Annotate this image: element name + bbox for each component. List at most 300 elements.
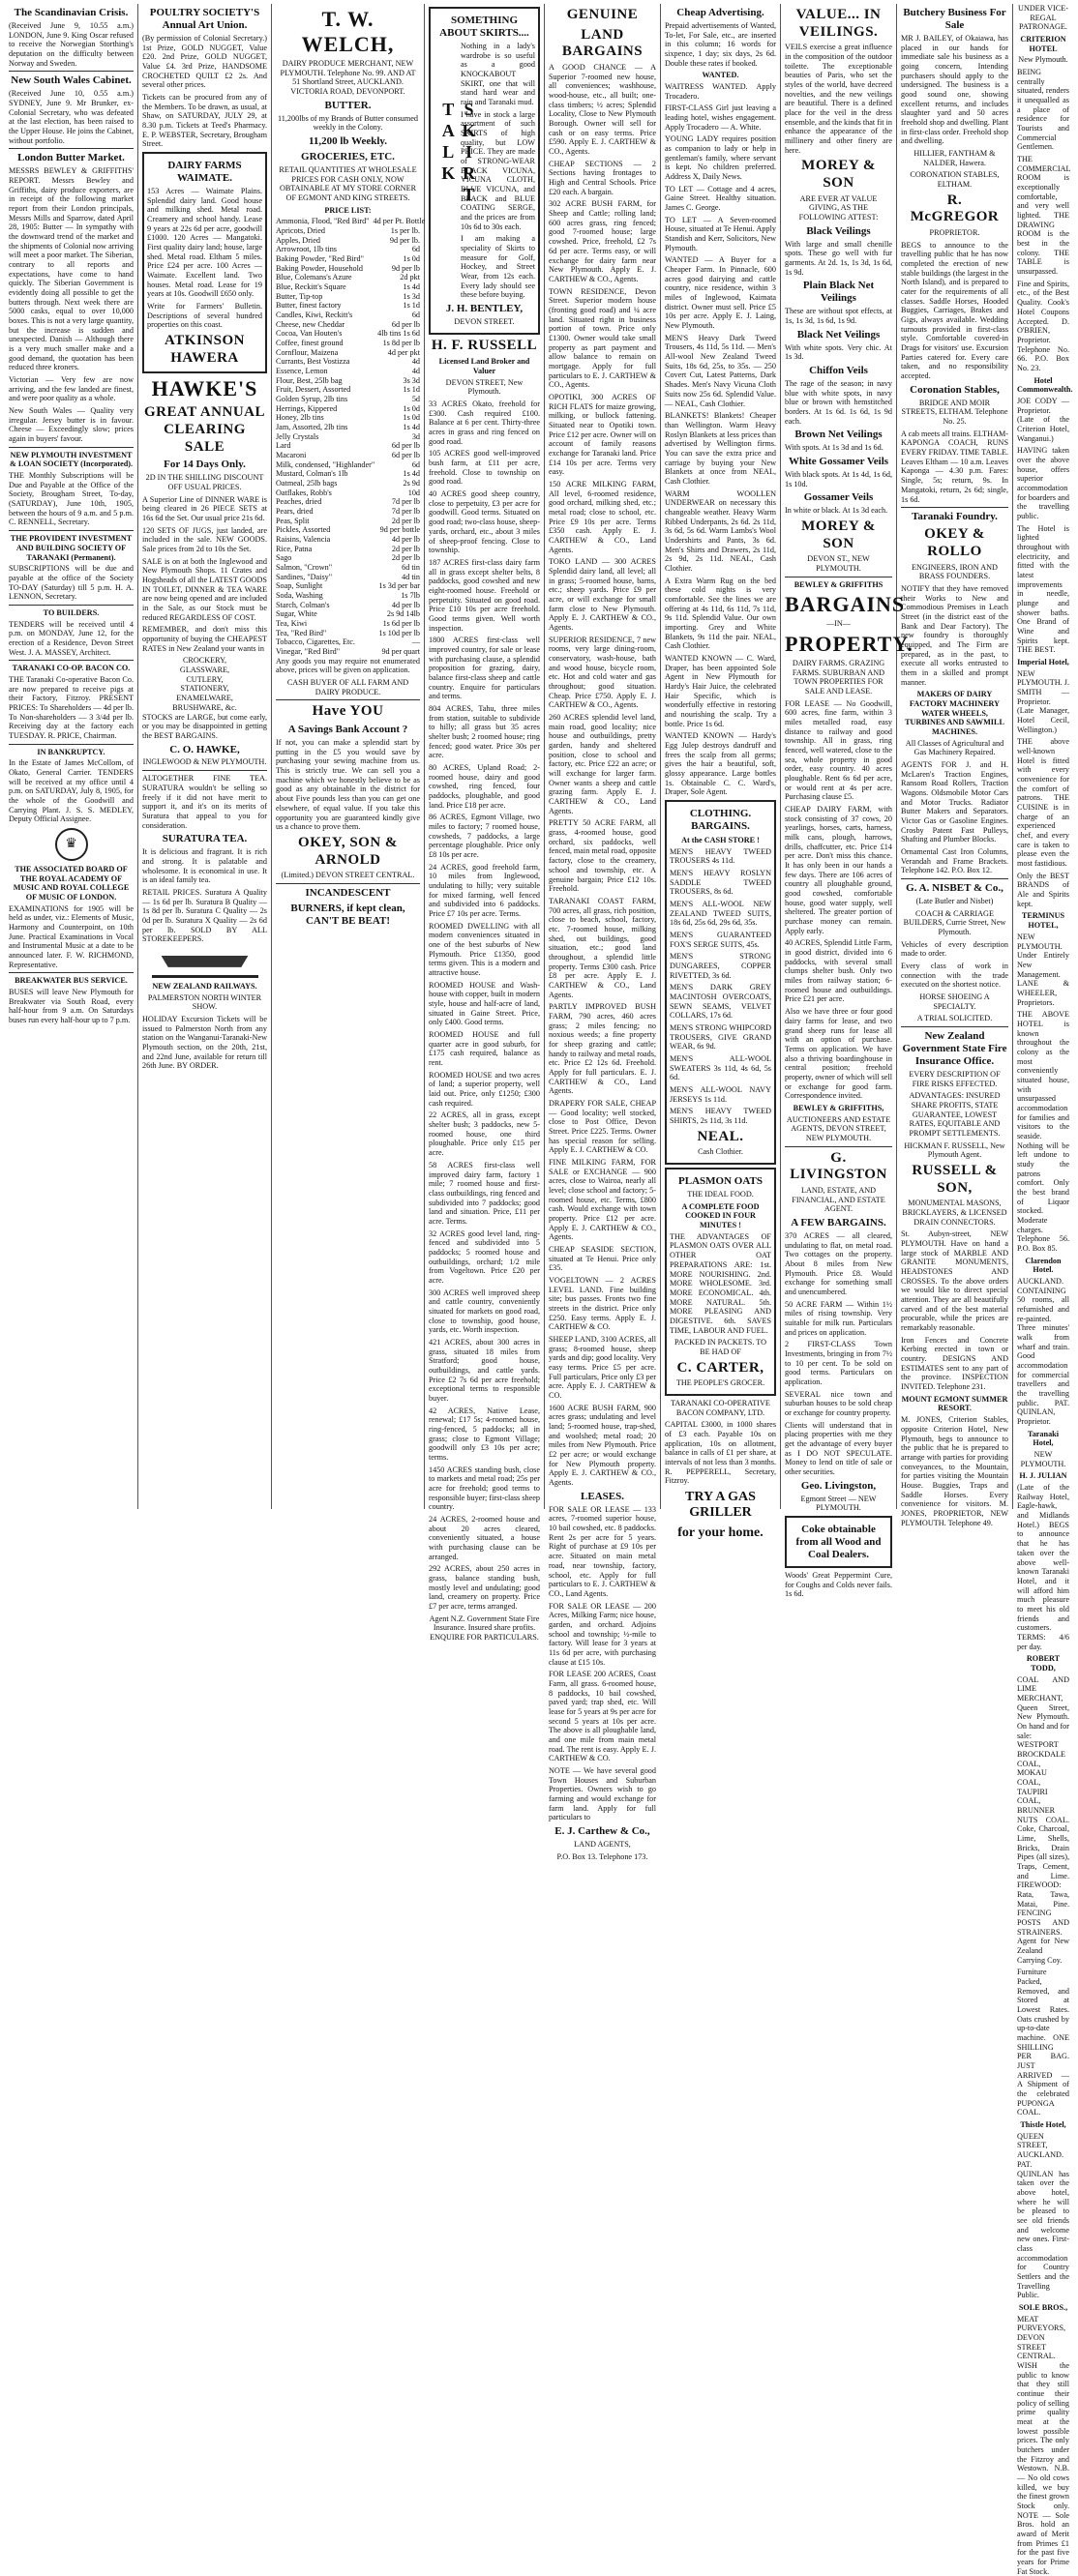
coronation-stables-head: CORONATION STABLES, ELTHAM. <box>910 170 1000 190</box>
listing: SHEEP LAND, 3100 ACRES, all grass; 8-roomed house, sheep yards and dip; good locality. Very easy terms. Price £5 per acre. Full particulars, Price only £3 per acre. Apply E. J. CARTHEW & CO. <box>549 1335 656 1401</box>
classified: BLANKETS! Blankets! Cheaper than Wellington. Warm Heavy Roslyn Blankets at less prices than advertised by Wellington firms. You can save the extra price and carriage by buying your New Blankets at once from NEAL, Cash Clothier. <box>665 411 776 486</box>
headline-todd: ROBERT TODD, <box>1026 1654 1061 1673</box>
tea-intro: ALTOGETHER FINE TEA. SURATURA wouldn't be selling so freely if it did not have merit to support it, and it's on its merits of Suratura that appeal to you for consideration. <box>142 774 267 830</box>
headline-neal: NEAL. <box>697 1128 744 1144</box>
price-row <box>276 264 420 274</box>
commonwealth-p1: JOE CODY — Proprietor. (Late of the Criterion Hotel, Wanganui.) <box>1017 396 1069 443</box>
list-item: BRUSHWARE, &c. <box>172 702 237 712</box>
bargains-in: —IN— <box>825 619 851 629</box>
headline-machinery: MAKERS OF DAIRY FACTORY MACHINERY WATER WHEELS, TURBINES AND SAWMILL MACHINES. <box>905 690 1004 736</box>
price-item: Tea, Kiwi <box>276 619 308 629</box>
clothing-item: MEN'S HEAVY ROSLYN SADDLE TWEED TROUSERS, 8s 6d. <box>670 869 771 897</box>
russell-address: DEVON STREET, New Plymouth. <box>445 377 524 397</box>
classified: FIRST-CLASS Girl just leaving a leading hotel, wishes engagement. Apply Trocadero — A. White. <box>665 104 776 132</box>
neal-tagline: Cash Clothier. <box>698 1147 743 1157</box>
plasmon-oats-ad <box>665 1168 776 1396</box>
price-item: Ammonia, Flood, "Red Bird" <box>276 217 370 226</box>
notice-royal-academy: EXAMINATIONS for 1905 will be held as under, viz.: Elements of Music, Harmony and Counterpoint, on 10th June. Practical Examinations in Vocal and Instrumental Music at a date to be announced later. F. W. RICHMOND, Representative. <box>9 903 134 969</box>
cash-buyer: CASH BUYER OF ALL FARM AND DAIRY PRODUCE. <box>286 678 409 696</box>
price-item: Candles, Kiwi, Reckitt's <box>276 310 353 319</box>
criterion-p1: BEING centrally situated, renders it unequalled as a place of residence for Tourists and Commercial Gentlemen. <box>1017 68 1069 152</box>
nisbet-late: (Late Butler and Nisbet) <box>915 896 994 905</box>
column-8 <box>897 4 1013 1527</box>
price-item: Peas, Split <box>276 516 310 525</box>
price-value: 1s 4d <box>403 422 420 431</box>
nisbet-horse-shoeing: HORSE SHOEING A SPECIALTY. <box>919 992 990 1011</box>
headline-dairy-farms: DAIRY FARMS WAIMATE. <box>167 160 242 184</box>
criterion-p3: Fine and Spirits, etc., of the Best Quality. Cook's Hotel Coupons Accepted. D. O'BRIEN, Proprietor. Telephone No. 66. P.O. Box No. 23. <box>1017 279 1069 372</box>
headline-royal-academy: THE ASSOCIATED BOARD OF THE ROYAL ACADEMY OF MUSIC AND ROYAL COLLEGE OF MUSIC OF LONDON. <box>13 864 130 902</box>
clothing-item: MEN'S ALL-WOOL SWEATERS 3s 11d, 4s 6d, 5s 6d. <box>670 1054 771 1082</box>
article-scandinavian: (Received June 9, 10.55 a.m.) LONDON, June 9. King Oscar refused to receive the Norwegian Storthing's deputation on the difficulty between Norway and Sweden. <box>9 20 134 68</box>
divider <box>9 605 134 606</box>
listing: 33 ACRES Okato, freehold for £300. Cash required £100. Balance at 6 per cent. Thirty-three acres in grass and ring fenced on good road. <box>429 400 540 446</box>
price-value: 3d <box>411 431 420 441</box>
morey-value: ARE EVER AT VALUE GIVING, AS THE FOLLOWING ATTEST: <box>798 193 879 222</box>
carthew-contact: P.O. Box 13. Telephone 173. <box>556 1851 648 1861</box>
headline-butchery: Butchery Business For Sale <box>903 7 1006 31</box>
price-item: Jelly Crystals <box>276 431 319 441</box>
headline-morey-son-2: MOREY & SON <box>801 518 876 551</box>
price-value: 6d tin <box>402 563 420 573</box>
price-row <box>276 535 420 545</box>
hawke-location: INGLEWOOD & NEW PLYMOUTH. <box>142 757 267 767</box>
price-row <box>276 573 420 582</box>
classified: WANTED — A Buyer for a Cheaper Farm. In Pinnacle, 600 acres good dairying and cattle country, nice residence, within 3 miles of Inglewood, Kaimata district. Owner must sell. Price £5 10s per acre. Apply E. J. Laing, New Plymouth. <box>665 255 776 331</box>
headline-cash-store: At the CASH STORE ! <box>681 835 760 844</box>
notice-art-union-tickets: Tickets can be procured from any of the Members. To be drawn, as usual, at Shaw, on SATURDAY, JULY 29, at 8.30 p.m. Tickets at Teed's Pharmacy. E. P. WEBSTER, Secretary, Brougham Street. <box>142 92 267 149</box>
price-item: Butter, finest factory <box>276 301 342 311</box>
price-row <box>276 385 420 395</box>
headline-bacon-co: TARANAKI CO-OP. BACON CO. <box>12 664 131 673</box>
listing: CHEAP SEASIDE SECTION, situated at Te Henui. Price only £35. <box>549 1245 656 1273</box>
dairy-farms-ad <box>142 152 267 373</box>
butchery-agents: HILLIER, FANTHAM & NALDER, Hawera. <box>913 149 996 167</box>
price-item: Sugar, White <box>276 609 317 619</box>
headline-clearing-sale: GREAT ANNUAL CLEARING SALE <box>143 404 266 455</box>
headline-hf-russell: H. F. RUSSELL <box>431 337 538 353</box>
headline-provident-society: THE PROVIDENT INVESTMENT AND BUILDING SOCIETY OF TARANAKI (Permanent). <box>10 534 133 562</box>
price-value: 1s 1d <box>403 301 420 311</box>
bacon-company-head: TARANAKI CO-OPERATIVE BACON COMPANY, LTD. <box>671 1398 770 1417</box>
article-butter-market: MESSRS BEWLEY & GRIFFITHS' REPORT. Messrs Bewley and Griffiths, dairy produce exporters, are in receipt of the following market report from their London principals, Messrs Mills and Sparrow, dated April 28, 1905: Butter — In sympathy with the downward trend of the market and the shipments of Colonial now arriving will meet a poor market. The Siberian, contrary to all reports and expectations, have come to hand quickly. The Siberian Government is evidently doing all possible to get the butters through. Next week there are 5000 casks, equal to over 10,000 boxes. This is not a very large quantity, but the increase is sudden and unexpected. Danish — Although there is a very much smaller make and a good demand, the quotation has been reduced three kroners. <box>9 166 134 372</box>
headline-few-bargains: A FEW BARGAINS. <box>791 1216 886 1229</box>
listing: TOWN RESIDENCE, Devon Street. Superior modern house (fronting good road) and ¼ acre land. Situated right in business portion of town. Price only £1300. Owner would take small property as part payment and allow balance to remain on mortgage. Apply for full particulars to E. J. CARTHEW & CO., Agents. <box>549 286 656 390</box>
headline-wanted: WANTED. <box>702 71 739 80</box>
price-item: Cornflour, Maizena <box>276 347 339 357</box>
classified: WANTED KNOWN — Hardy's Egg Julep destroys dandruff and frees the scalp from all germs; gives the hair a beautiful, soft, glossy appearance. Large bottles 1s. Obtainable C. C. Ward's, Draper, Sole Agent. <box>665 731 776 797</box>
notice-builders: TENDERS will be received until 4 p.m. on MONDAY, June 12, for the erection of a Residence, Devon Street West. J. A. MASSEY, Architect. <box>9 619 134 657</box>
price-row <box>276 301 420 311</box>
listing: 1800 ACRES first-class well improved country, for sale or lease with purchasing clause, a splendid proposition for grazing, dairy, balance first-class sheep and cattle country. Enquire for particulars and terms. <box>429 636 540 701</box>
divider <box>901 878 1008 879</box>
price-row <box>276 629 420 638</box>
listing: VOGELTOWN — 2 ACRES LEVEL LAND. Fine building site; bus passes. Fronts two fine streets in the district. Price only £250. Easy terms. Apply E. J. CARTHEW & CO. <box>549 1276 656 1332</box>
headline-property: PROPERTY. <box>785 632 913 657</box>
listing: 804 ACRES, Tahu, three miles from station, suitable to subdivide to hilly; all grass but 35 acres shelter bush; 2 roomed house; ring fenced; good water. Price 30s per acre. <box>429 703 540 760</box>
butchery-text: MR J. BAILEY, of Okaiawa, has placed in our hands for immediate sale his business as a going concern, Intending purchasers should apply to the undersigned. The business is a good sound one, showing excellent returns, and includes slaughter yard and 50 acres freehold shop and dwelling. Plant in first-class order. Freehold shop and dwelling. <box>901 33 1008 146</box>
veil-list <box>785 225 892 516</box>
price-value: 10d <box>407 488 420 497</box>
price-item: Flour, Best, 25lb bag <box>276 375 343 385</box>
classified: YOUNG LADY requires position as companion to lady or help in gentleman's family, where servant is kept. No children preferred. Address X, Daily News. <box>665 134 776 182</box>
listing: SEVERAL nice town and suburban houses to be sold cheap or exchange for country property. <box>785 1389 892 1418</box>
price-item: Herrings, Kippered <box>276 403 338 413</box>
sale-jugs: 120 SETS OF JUGS, just landed, are included in the sale. NEW GOODS. Sale prices from 2d to 10s the Set. <box>142 525 267 554</box>
listing: 42 ACRES, Native Lease, renewal; £17 5s; 4-roomed house, ring-fenced, 5 paddocks; all in grass; close to Egmont Village; goodwill only £3 10s per acre; terms. <box>429 1406 540 1462</box>
notice-investment-society: THE Monthly Subscriptions will be Due and Payable at the Office of the Society, Brougham Street, To-day, (SATURDAY), June 10th, 1905, between the hours of 9 a.m. and 5 p.m. C. RENNELL, Secretary. <box>9 471 134 527</box>
clothing-item: MEN'S HEAVY TWEED TROUSERS 4s 11d. <box>670 846 771 866</box>
notice-bacon-co: THE Taranaki Co-operative Bacon Co. are now prepared to receive pigs at their Factory, Fitzroy. PRESENT PRICES: To Shareholders — 4d per lb. To Non-shareholders — 3 3/4d per lb. Receiving day at the factory each TUESDAY. R. PRICE, Chairman. <box>9 674 134 740</box>
price-item: Soda, Washing <box>276 591 323 601</box>
price-value: 4d per lb <box>391 535 420 545</box>
price-item: Jam, Assorted, 2lb tins <box>276 422 348 431</box>
price-row <box>276 553 420 563</box>
butter-consumption: 11,200lbs of my Brands of Butter consumed weekly in the Colony. <box>277 113 418 133</box>
clarendon-p1: AUCKLAND. CONTAINING 50 rooms, all refurnished and re-painted. Three minutes' walk from wharf and train. Good accommodation for commercial travellers and the travelling public. PAT. QUINLAN, Proprietor. <box>1017 1277 1069 1427</box>
price-value: 2d per lb <box>391 516 420 525</box>
foundry-agents: AGENTS FOR J. and H. McLaren's Traction Engines, Ransom Road Rollers, Traction Wagons. Oldsmobile Motor Cars and Motor Trucks. Radiator Butter Makers and Separators. Victor Gas or Gasoline Engines. Crosby Patent Fast Pulleys, Shafting and Plumber Blocks. <box>901 759 1008 844</box>
listing: ROOMED HOUSE and two acres of land; a superior property, well laid out. Price, only £1250; £300 cash required. <box>429 1070 540 1108</box>
listing: FOR SALE OR LEASE — 133 acres, 7-roomed superior house, 10 bail cowshed, etc. 8 paddocks. Rent 2s per acre for 5 years. Right of purchase at £9 10s per acre. Situated on main metal road, near township, factory, school, etc. Apply for full particulars to E. J. CARTHEW & CO., Land Agents. <box>549 1504 656 1598</box>
headline-complete-food: A COMPLETE FOOD COOKED IN FOUR MINUTES ! <box>681 1201 760 1230</box>
nisbet-vehicles: Vehicles of every description made to order. <box>901 939 1008 959</box>
sale-shops: SALE is on at both the Inglewood and New Plymouth Shops. 11 Crates and Hogsheads of all the LATEST GOODS IN TOILET, DINNER & TEA WARE are now being opened and are included in the Sale, as our Stock must be reduced REGARDLESS OF COST. <box>142 556 267 622</box>
veil-description: The rage of the season; in navy blue with white spots, in navy blue or brown with hemstitched borders. At 1s 6d. 1s 6d, 1s 9d each. <box>785 379 892 426</box>
price-row <box>276 601 420 610</box>
stables-text: BEGS to announce to the travelling public that he has now completed the erection of new stable buildings (the largest in the North Island), and is prepared to cater for the requirements of all classes. Saddle Horses, Hooded Buggies, Carriages, Brakes and Gigs, always available. Wedding turnouts provided in first-class style. Comfortable covered-in Drags for visitors' use. Excursion Parties catered for. Every care taken, and no responsibility accepted. <box>901 240 1008 381</box>
price-value: 1s 4d <box>403 281 420 291</box>
price-value: 2s 9d <box>403 479 420 489</box>
headline-price-list: PRICE LIST: <box>324 205 372 215</box>
divider <box>9 660 134 661</box>
listing: 86 ACRES, Egmont Village, two miles to factory; 7 roomed house, cowsheds, 7 paddocks, a large percentage ploughable. Price only £8 10s per acre. <box>429 813 540 859</box>
groceries-intro: RETAIL QUANTITIES AT WHOLESALE PRICES FOR CASH ONLY, NOW OBTAINABLE AT MY STORE CORNER OF EGMONT AND KING STREETS. <box>279 164 417 202</box>
bentley-address: DEVON STREET. <box>454 317 515 327</box>
veil-heading: Black Veilings <box>806 224 871 237</box>
sale-remember: REMEMBER, and don't miss this opportunity of buying the CHEAPEST RATES in New Zealand your wants in <box>142 625 267 653</box>
price-value: 4d per Pt. Bottle <box>373 217 426 226</box>
list-item: CROCKERY, <box>182 656 227 666</box>
column-9 <box>1013 4 1073 2576</box>
skirt-p1: Nothing in a lady's wardrobe is so useful as a good KNOCKABOUT SKIRT, one that will stand hard wear and rain and Taranaki mud. <box>461 41 535 106</box>
headline-bentley: J. H. BENTLEY, <box>445 303 524 315</box>
veil-heading: Plain Black Net Veilings <box>802 280 875 305</box>
price-value: 6d <box>411 459 420 469</box>
column-4 <box>425 4 545 1643</box>
foundry-notice: NOTIFY that they have removed their Works to New and Commodious Premises in Leach Street (in the district east of the Bank and Dear Factory). The new foundry is thoroughly equipped, and The Firm are prepared, as in the past, to execute all works entrusted to them in a skilled and prompt manner. <box>901 583 1008 687</box>
price-row <box>276 507 420 517</box>
price-item: Sardines, "Daisy" <box>276 572 333 581</box>
price-row <box>276 517 420 526</box>
veil-description: In white or black. At 1s 3d each. <box>785 506 888 516</box>
bewley-address: AUCTIONEERS AND ESTATE AGENTS, DEVON STREET, NEW PLYMOUTH. <box>786 1114 891 1142</box>
listing: TARANAKI COAST FARM, 700 acres, all grass, rich position, close to beach, school, factory, etc. 7-roomed house, milking shed, out buildings, good situation, etc.; good land throughout, a splendid little property. Terms £300 cash. Price £8 per acre. Apply E. J. CARTHEW & CO., Land Agents. <box>549 896 656 999</box>
price-item: Oatflakes, Robb's <box>276 488 332 497</box>
price-row <box>276 563 420 573</box>
price-item: Raisins, Valencia <box>276 535 331 545</box>
sale-dinner-ware: A Superior Line of DINNER WARE is being cleared in 26 PIECE SETS at 16s 6d the Set. Our usual price 21s 6d. <box>142 494 267 523</box>
price-value: 1s 0d <box>403 413 420 423</box>
carter-tagline: THE PEOPLE'S GROCER. <box>675 1378 765 1388</box>
price-item: Starch, Colman's <box>276 600 330 609</box>
list-item: STATIONERY, <box>180 684 229 694</box>
price-item: Cheese, new Cheddar <box>276 319 345 329</box>
headline-okey-son-arnold: OKEY, SON & ARNOLD <box>298 834 398 868</box>
column-5 <box>545 4 661 1861</box>
price-value: 3s 3d <box>403 375 420 385</box>
skirt-p3: I am making a speciality of Skirts to measure for Golf, Hockey, and Street Wear, from 12s each. Every lady should see these before buying. <box>461 234 535 300</box>
price-value: 1s 10d per lb <box>378 628 420 637</box>
headline-bargains: BARGAINS <box>785 592 906 617</box>
headline-butter: BUTTER. <box>324 99 372 111</box>
price-row <box>276 329 420 339</box>
royal-crest-icon: ♛ <box>55 828 88 861</box>
price-list <box>276 217 426 657</box>
headline-cheap-advertising: Cheap Advertising. <box>676 7 764 18</box>
price-item: Coffee, finest ground <box>276 338 344 347</box>
price-value: 5d <box>411 394 420 403</box>
nisbet-work: Every class of work in connection with the trade executed on the shortest notice. <box>901 962 1008 990</box>
headline-plasmon: PLASMON OATS <box>678 1175 763 1188</box>
headline-sole-bros: SOLE BROS., <box>1018 2302 1068 2312</box>
listing: 260 ACRES splendid level land, main road, good locality; nice house and outbuildings, pretty garden, handy and sheltered position, close to school and factory, etc. Price £22 an acre; or will exchange for larger farm. Owner wants a sheep and cattle grazing farm. Apply E. J. CARTHEW & CO., Land Agents. <box>549 713 656 815</box>
price-row <box>276 367 420 376</box>
listing: A GOOD CHANCE — A Superior 7-roomed new house, all conveniences; washhouse, wood-house, etc., all built; one-class timbers; ½ acres; Splendid Locality, Close to New Plymouth Borough. Owner will sell for cash or on easy terms. Price £590. Apply E. J. CARTHEW & CO., Agents. <box>549 63 656 157</box>
column-1 <box>5 4 138 1509</box>
listing: OPOTIKI, 300 ACRES OF RICH FLATS for maize growing, milking, or bullock fattening. Situated near to Opotiki town. Price £12 per acre. Owner will on account of family reasons exchange for Taranaki land. Price £14 10s per acre. Terms very easy. <box>549 392 656 477</box>
listing: PARTLY IMPROVED BUSH FARM, 790 acres, 460 acres grass; 2 miles fencing; no noxious weeds; a fine property for sheep grazing and cattle; handy to railway and metal roads, etc. Price £2 12s 6d. Freehold. Apply for full particulars. E. J. CARTHEW & CO., Land Agents. <box>549 1002 656 1096</box>
foundry-contact: Ornamental Cast Iron Columns, Verandah and Frame Brackets. Telephone 142. P.O. Box 12. <box>901 847 1008 875</box>
listing: Also we have three or four good dairy farms for lease, and two grand sheep runs for lease all with an option of purchase. Terms on application. We have also a thriving boardinghouse in central position; freehold property, owner of which will sell or exchange for good farm. Correspondence invited. <box>785 1007 892 1101</box>
headline-thistle: Thistle Hotel, <box>1020 2120 1066 2130</box>
listing: ROOMED HOUSE and full quarter acre in good suburb, for £175 cash required, balance as rent. <box>429 1030 540 1068</box>
machinery-repaired: All Classes of Agricultural and Gas Machinery Repaired. <box>905 738 1004 757</box>
divider <box>9 148 134 149</box>
headline-railways: NEW ZEALAND RAILWAYS. <box>152 981 257 991</box>
price-row <box>276 545 420 554</box>
listing: FOR LEASE — No Goodwill, 600 acres, fine farm, within 3 miles metalled road, easy distance to railway and good township. All in grass, ring fenced, well watered, close to the sea, whole property in good order, easy country. 40 acres ploughable. Rent 6s 6d per acre, or would rent at 4s per acre. Purchasing clause £5. <box>785 698 892 802</box>
price-item: Honey, 2lb tins <box>276 413 324 423</box>
divider <box>901 507 1008 508</box>
price-value: 4d <box>411 366 420 375</box>
headline-russell-son: RUSSELL & SON, <box>912 1163 998 1196</box>
veil-description: These are without spot effects, at 1s, 1s 3d, 1s 6d, 1s 9d. <box>785 307 892 326</box>
price-item: Rice, Patna <box>276 544 313 553</box>
headline-morey-son: MOREY & SON <box>801 158 876 192</box>
headline-imperial: Imperial Hotel, <box>1017 658 1069 667</box>
price-value: — <box>411 637 420 647</box>
price-value: 6d <box>411 245 420 254</box>
column-3 <box>272 4 425 1509</box>
sole-bros-p1: MEAT PURVEYORS, DEVON STREET CENTRAL. WISH the public to know that they still continue their policy of selling prime quality meat at the lowest possible prices. The only butchers under the Fitzroy and Westown. N.B. — No old cows killed, we buy the finest grown Stock only. NOTE — Sole Bros. hold an award of Merit from Primes £1 for the past five years for Prime Fat Stock. <box>1017 2314 1069 2576</box>
carthew-agents: LAND AGENTS, <box>574 1839 631 1849</box>
classified: TO LET — A Seven-roomed House, situated at Te Henui. Apply Standish and Kerr, Solicitors, New Plymouth. <box>665 215 776 252</box>
imperial-p1: NEW PLYMOUTH. J. SMITH — Proprietor. (Late Manager, Hotel Cecil, Wellington.) <box>1017 668 1069 734</box>
listing: 187 ACRES first-class dairy farm all in grass except shelter belts, 8 paddocks, good cowshed and new eight-roomed house. Freehold or perpetuity. Situated on good road. Price £10 10s per acre freehold. Good terms given. Well worth inspection. <box>429 557 540 633</box>
sewing-machine-ad: If not, you can make a splendid start by putting in the £5 you would save by purchasing your sewing machine from us. This is strictly true. We can sell you a machine which we honestly believe to be as good as any obtainable in the district for about Five pounds less than you can get one elsewhere, of equal value. If you take this opportunity you are guaranteed kindly give us a chance to prove them. <box>276 738 420 832</box>
headline-veilings: VALUE... IN VEILINGS. <box>795 7 882 40</box>
livingston-address: Egmont Street — NEW PLYMOUTH. <box>800 1494 877 1513</box>
price-row <box>276 432 420 442</box>
price-value: 9d per lb. <box>389 235 420 245</box>
headline-land-bargains: LAND BARGAINS <box>561 26 644 60</box>
veil-description: With spots. At 1s 3d and 1s 6d. <box>785 443 883 453</box>
criterion-p2: THE COMMERCIAL ROOM is exceptionally comfortable, and very well lighted. THE DRAWING ROOM is the best in the colony. THE TABLE is unsurpassed. <box>1017 155 1071 277</box>
divider <box>276 883 420 884</box>
classified: TO LET — Cottage and 4 acres, Gaine Street. Healthy situation. James C. George. <box>665 184 776 213</box>
nisbet-trial: A TRIAL SOLICITED. <box>916 1014 993 1023</box>
julian-p1: (Late of the Railway Hotel, Eagle-hawk, and Midlands Hotel.) BEGS to announce that he has taken over the above well-known Taranaki Hotel, and it will afford him much pleasure to meet his old friends and customers. TERMS: 4/6 per day. <box>1017 1483 1069 1651</box>
coke-ad <box>785 1516 892 1568</box>
price-value: 4d per pkt <box>387 347 420 357</box>
price-value: 2d pkt <box>400 273 420 282</box>
plasmon-advantages: THE ADVANTAGES OF PLASMON OATS OVER ALL OTHER OAT PREPARATIONS ARE: 1st. MORE NOURISHING. 2nd. MORE WHOLESOME. 3rd. MORE ECONOMICAL. 4th. MORE NATURAL. 5th. MORE PLEASING AND DIGESTIVE. 6th. SAVES TIME, LABOUR AND FUEL. <box>670 1231 771 1335</box>
headline-skirts: SOMETHING ABOUT SKIRTS.... <box>439 15 529 39</box>
price-item: Macaroni <box>276 451 307 459</box>
veil-heading: Black Net Veilings <box>796 328 881 341</box>
listing: 50 ACRE FARM — Within 1½ miles of rising township. Very suitable for milk run. Particulars and prices on application. <box>785 1299 892 1337</box>
listing: CHEAP SECTIONS — 2 Sections having frontages to High and Central Schools. Price £20 each. A bargain. <box>549 159 656 196</box>
dairy-farms-bulletin: Write for Farmers' Bulletin. Descriptions of several hundred properties on this coast. <box>147 302 262 330</box>
price-row <box>276 581 420 591</box>
listing: 40 ACRES, Splendid Little Farm, in good district, divided into 6 paddocks, with several small clumps shelter bush. Only two miles from railway station; 6-roomed house and outbuildings. Price £21 per acre. <box>785 938 892 1004</box>
commonwealth-p2: HAVING taken over the above house, offers superior accommodation for boarders and the travelling public. <box>1017 446 1069 520</box>
price-row <box>276 226 420 236</box>
price-row <box>276 245 420 254</box>
price-row <box>276 395 420 404</box>
price-item: Cocoa, Van Houten's <box>276 329 343 339</box>
price-value: 4lb tins 1s 6d <box>377 329 420 339</box>
price-row <box>276 404 420 414</box>
notice-art-union-prizes: (By permission of Colonial Secretary.) 1st Prize, GOLD NUGGET, Value £20. 2nd Prize, GOLD NUGGET, Value £4. 3rd Prize, HANDSOME CROCHETED QUILT £2 2s. And several other prices. <box>142 33 267 90</box>
coach-timetable: A cab meets all trains. ELTHAM-KAPONGA COACH, RUNS EVERY FRIDAY. TIME TABLE. Leaves Eltham — 10 a.m. Leaves Kaponga — 4.30 p.m. Fares: Single, 5s; return, 9s. In Mangatoki, return, 2s 6d; single, 1s 6d. <box>901 429 1008 504</box>
listing: 80 ACRES, Upland Road; 2-roomed house, dairy and good cowshed, ring fenced, four paddocks, ploughable, and good land. Price £18 per acre. <box>429 762 540 810</box>
listing: 1450 ACRES standing bush, close to markets and metal road; 25s per acre for freehold; good terms to responsible buyer; first-class sheep country. <box>429 1465 540 1512</box>
price-row <box>276 497 420 507</box>
headline-suratura-tea: SURATURA TEA. <box>162 833 248 845</box>
headline-land-broker: Licensed Land Broker and Valuer <box>438 357 530 376</box>
headline-hawkes: HAWKE'S <box>151 376 258 401</box>
todd-p2: Furniture Packed, Removed, and Stored at Lowest Rates. Oats crushed by up-to-date machine. ONE SHILLING PER BAG. JUST ARRIVED — A Shipment of the celebrated PUPONGA COAL. <box>1017 1968 1069 2117</box>
russell-footer: Agent N.Z. Government State Fire Insurance. Insured share profits. ENQUIRE FOR PARTICULARS. <box>429 1614 540 1643</box>
headline-genuine: GENUINE <box>566 7 639 22</box>
clothing-item: MEN'S HEAVY TWEED SHIRTS, 2s 11d, 3s 11d. <box>670 1107 771 1126</box>
listing: 58 ACRES first-class well improved dairy farm, factory 1 mile; 7 roomed house and first-class outbuildings, ring fenced and subdivided into 7 paddocks; good land and situation. Price, £11 per acre. Terms. <box>429 1160 540 1226</box>
listing: TOKO LAND — 300 ACRES Splendid dairy land, all level; all in grass; 5-roomed house, barns, etc.; sheep yards. Price £9 per acre, or will exchange for small farm close to New Plymouth. Apply E. J. CARTHEW & CO., Agents. <box>549 557 656 633</box>
headline-burners: BURNERS, if kept clean, CAN'T BE BEAT! <box>290 902 405 927</box>
headline-art-union: POULTRY SOCIETY'S Annual Art Union. <box>149 7 260 31</box>
price-item: Baking Powder, Household <box>276 263 363 273</box>
price-value: 1s 8d per lb <box>382 338 420 347</box>
price-row <box>276 489 420 498</box>
foundry-subtitle: ENGINEERS, IRON AND BRASS FOUNDERS. <box>912 562 998 581</box>
price-row <box>276 311 420 320</box>
price-row <box>276 413 420 423</box>
price-value: 9d per quart <box>381 647 420 657</box>
price-row <box>276 423 420 432</box>
price-value: 1s 0d <box>403 253 420 263</box>
mount-egmont-text: M. JONES, Criterion Stables, opposite Criterion Hotel, New Plymouth, begs to announce to the public that he is prepared to arrange with parties for providing conveyances, to the Mountain, for parties visiting the Mountain House. Buggies, Traps and Saddle Horses. Every convenience for visitors. M. JONES, PROPRIETOR, NEW PLYMOUTH. Telephone 49. <box>901 1415 1008 1527</box>
listing: 300 ACRES well improved sheep and cattle country, conveniently situated for markets on good road, close to township, good house, yards, etc. Worth inspection. <box>429 1288 540 1335</box>
headline-coke: Coke obtainable from all Wood and Coal Dealers. <box>795 1524 882 1560</box>
headline-scandinavian: The Scandinavian Crisis. <box>14 7 129 18</box>
veilings-intro: VEILS exercise a great influence in the composition of the outdoor toilette. The exceptionable beauties of Paris, who set the styles of the world, have decreed novelties, and the new veilings are beautiful. There is a defined place for the veil in the dress ensemble, and the kinds that fit in enhance the appearance of the millinery and other finery are here. <box>785 43 892 155</box>
price-row <box>276 637 420 647</box>
stables-address: BRIDGE AND MOIR STREETS, ELTHAM. Telephone No. 25. <box>901 398 1008 427</box>
commonwealth-p3: The Hotel is lighted throughout with electricity, and fitted with the latest improvements in needle, plunge and shower baths. One Brand of Wine and Spirits kept. THE BEST. <box>1017 523 1069 655</box>
price-row <box>276 441 420 451</box>
price-value: 9d per lb <box>391 263 420 273</box>
price-item: Vinegar, "Red Bird" <box>276 647 341 657</box>
price-value: 4d tin <box>402 572 420 581</box>
plasmon-tagline: THE IDEAL FOOD. <box>687 1190 754 1199</box>
notice-bus-service: BUSES will leave New Plymouth for Breakwater via South Road, every half-hour from 9 a.m. On Saturdays buses run every half-hour up to 7 p.m. <box>9 988 134 1025</box>
headline-clarendon: Clarendon Hotel. <box>1025 1256 1062 1275</box>
listing: NOTE — We have several good Town Houses and Suburban Properties. Owners wish to go farming and would exchange for farm land. Apply for full particulars to <box>549 1765 656 1822</box>
listing: ROOMED DWELLING with all modern conveniences situated in one of the best suburbs of New Plymouth. Price £1350, good terms given. This is a modern and attractive house. <box>429 921 540 978</box>
sale-discount: 2D IN THE SHILLING DISCOUNT OFF USUAL PRICES. <box>145 473 264 492</box>
price-row <box>276 339 420 348</box>
clothing-item: MEN'S STRONG WHIPCORD TROUSERS, GIVE GRAND WEAR, 6s 9d. <box>670 1023 771 1051</box>
price-row <box>276 525 420 535</box>
headline-okey-rollo: OKEY & ROLLO <box>924 526 985 559</box>
price-row <box>276 236 420 246</box>
price-value: 6d per lb <box>391 441 420 451</box>
vice-regal: UNDER VICE-REGAL PATRONAGE. <box>1018 4 1068 32</box>
headline-incandescent: INCANDESCENT <box>305 886 391 899</box>
price-value: 1s 3d per bar <box>378 581 420 591</box>
criterion-location: New Plymouth. <box>1018 55 1068 65</box>
locomotive-icon <box>152 948 258 978</box>
welch-address: DAIRY PRODUCE MERCHANT, NEW PLYMOUTH. Telephone No. 99. AND AT 51 Shortland Street, AUCKLAND. VICTORIA ROAD, DEVONPORT. <box>280 58 416 96</box>
price-value: 2d per lb <box>391 553 420 563</box>
russell-son-fences: Iron Fences and Concrete Kerbing erected in town or country. DESIGNS AND ESTIMATES sent to any part of the province. INSPECTION INVITED. Telephone 231. <box>901 1335 1008 1392</box>
listing: FOR SALE OR LEASE — 200 Acres, Milking Farm; nice house, garden, and orchard. Adjoins school and township; ½-mile to factory. Will lease for 3 years at 11s 6d per acre, with purchasing clause at £15 10s. <box>549 1601 656 1667</box>
terminus-p1: NEW PLYMOUTH. Under Entirely New Management. LANE & WHEELER, Proprietors. <box>1017 932 1069 1007</box>
listing: 302 ACRE BUSH FARM, for Sheep and Cattle; rolling land; 600 acres grass, ring fenced; good 7-roomed house; large cowshed. Price, freehold, £2 7s 6d per acre. Terms easy, or will exchange for dairy farm near New Plymouth. Apply E. J. CARTHEW & CO., Agents. <box>549 199 656 283</box>
okey-address: (Limited.) DEVON STREET CENTRAL. <box>281 871 415 880</box>
skirt-p2: I have in stock a large assortment of such SKIRTS of high quality, but LOW PRICE. They are made of STRONG-WEAR BLACK VICUNA, VICUNA CLOTH, BLUE VICUNA, and BLACK and BLUE COATING SERGE, and the prices are from 10s 6d to 30s each. <box>461 109 535 231</box>
tea-qualities: It is delicious and fragrant. It is rich and strong. It is palatable and wholesome. It is economical in use. It is an ideal family tea. <box>142 847 267 885</box>
price-row <box>276 357 420 367</box>
price-row <box>276 479 420 489</box>
classified: WANTED KNOWN — C. Ward, Draper, has been appointed Sole Agent in New Plymouth for Hardy's Hair Juice, the celebrated Hair Specific, which is wonderfully effective in restoring and nourishing the scalp. Try a bottle. Price 1s 6d. <box>665 653 776 728</box>
listing: 150 ACRE MILKING FARM, All level, 6-roomed residence, good orchard, milking shed, etc.; metal road; close to school, etc. Price £9 10s per acre. Terms £350 cash. Apply E. J. CARTHEW & CO., Land Agents. <box>549 479 656 554</box>
price-row <box>276 591 420 601</box>
skirt-talk-vertical: SKIRT TALK <box>438 99 479 206</box>
listing: Clients will understand that in placing properties with me they get the advantage of every buyer as I DO NOT SPECULATE. Money to lend on title of sale or other securities. <box>785 1420 892 1477</box>
article-nsw-cabinet: (Received June 10, 0.55 a.m.) SYDNEY, June 9. Mr Brunker, ex-Colonial Secretary, who was defeated at the last election, has been raised to the Upper House. He joins the Cabinet, without portfolio. <box>9 89 134 145</box>
listing: FINE MILKING FARM, FOR SALE or EXCHANGE — 900 acres, close to Wairoa, nearly all level; close school and factory; 5-roomed house, etc. Terms, £800 cash. Would exchange with town property. Price £12 per acre. Apply E. J. CARTHEW & CO., Agents. <box>549 1157 656 1242</box>
divider <box>276 699 420 700</box>
clothing-item: MEN'S DARK GREY MACINTOSH OVERCOATS, SEWN SEAMS, VELVET COLLARS, 17s 6d. <box>670 983 771 1021</box>
price-item: Tobacco, Cigarettes, Etc. <box>276 637 355 647</box>
price-item: Sago <box>276 553 292 563</box>
headline-commonwealth: Hotel Commonwealth. <box>1017 375 1073 395</box>
listing: 24 ACRES, good freehold farm, 10 miles from Inglewood, undulating to hilly; very suitable for mixed farming, well fenced and subdivided into 6 paddocks. Price £7 10s per acre. Terms. <box>429 862 540 919</box>
listing: CHEAP DAIRY FARM, with stock consisting of 37 cows, 20 yearlings, horses, carts, harness, milk cans, plough, harrows, drills, chaffcutter, etc. Price £14 per acre. Don't miss this chance. It has only been in our hands a few days. There are 106 acres of country all ploughable ground, good cowshed, comfortable house, good water supply, well sheltered. The greater portion of purchase money can remain. Apply early. <box>785 805 892 935</box>
headline-bewley-griffiths-2: BEWLEY & GRIFFITHS, <box>793 1103 884 1112</box>
listing: 1600 ACRE BUSH FARM, 900 acres grass; undulating and level land; 5-roomed house, trap-shed, and woolshed; metal road; 20 miles from New Plymouth. Price £2 per acre; or would exchange for New Plymouth property. Apply E. J. CARTHEW & CO., Agents. <box>549 1403 656 1488</box>
price-item: Apples, Dried <box>276 235 320 245</box>
headline-atkinson: ATKINSON HAWERA <box>165 333 245 366</box>
price-value: 1s per lb. <box>390 225 420 235</box>
goods-list <box>142 656 267 712</box>
veil-heading: White Gossamer Veils <box>788 456 889 468</box>
price-row <box>276 273 420 282</box>
article-butter-victorian: Victorian — Very few are now arriving, and the few landed are finest, and were poor quality as a whole. <box>9 375 134 403</box>
